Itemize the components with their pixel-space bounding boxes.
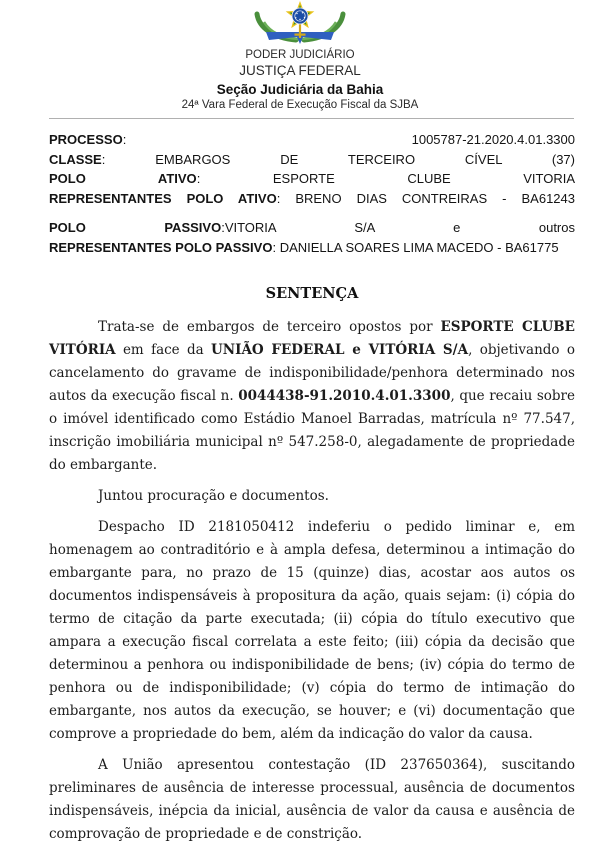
paragraph-text: Trata-se de embargos de terceiro opostos por [98,319,441,335]
header-justica-federal: JUSTIÇA FEDERAL [239,63,361,78]
header-secao-judiciaria: Seção Judiciária da Bahia [216,82,384,97]
case-field-representantes-polo-ativo [49,189,575,209]
header-poder-judiciario: PODER JUDICIÁRIO [245,49,355,61]
paragraph-text: em face da [115,342,212,358]
court-header [0,0,600,112]
case-info-block [49,130,575,257]
case-field-processo [49,130,575,150]
case-field-value: BRENO DIAS CONTREIRAS - BA61243 [295,190,575,206]
document-content [49,130,575,846]
case-field-representantes-polo-passivo [49,238,575,258]
case-field-label: POLO ATIVO [49,171,197,186]
paragraph-2 [49,485,575,508]
case-field-label: POLO PASSIVO [49,220,222,235]
case-field-separator: : [101,151,156,167]
case-field-separator: : [276,190,296,206]
case-info-passive-group [49,218,575,257]
paragraph-4 [49,754,575,846]
case-field-value: DANIELLA SOARES LIMA MACEDO - BA61775 [279,239,559,255]
paragraph-text-bold: 0044438-91.2010.4.01.3300 [238,388,451,404]
paragraph-text-bold: UNIÃO FEDERAL e VITÓRIA S/A [211,342,469,358]
case-field-polo-passivo [49,218,575,238]
case-field-value: VITORIA S/A e outros [224,220,575,235]
document-title: SENTENÇA [265,285,359,302]
case-field-value: EMBARGOS DE TERCEIRO CÍVEL (37) [155,151,575,167]
case-field-label: REPRESENTANTES POLO ATIVO [49,190,277,206]
case-field-classe [49,150,575,170]
case-field-separator: : [221,220,225,235]
case-field-label: PROCESSO [49,132,123,147]
case-field-polo-ativo [49,169,575,189]
paragraph-text: , objetivando o cancelamento do gravame de indisponibilidade/penhora determinado nos autos da execução fiscal n. [49,342,575,404]
coat-of-arms-icon [244,0,356,46]
paragraph-text: , que recaiu sobre o imóvel identificado como Estádio Manoel Barradas, matrícula nº 77.547, inscrição imobiliária municipal nº 547.258-0, alegadamente de propriedade do embargante. [49,388,575,473]
case-field-separator: : [196,171,273,186]
case-field-separator: : [122,132,412,147]
case-field-label: REPRESENTANTES POLO PASSIVO [49,239,273,255]
paragraph-1 [49,316,575,477]
case-field-separator: : [272,239,280,255]
paragraph-text-bold: ESPORTE CLUBE VITÓRIA [49,319,575,358]
header-vara-federal: 24ª Vara Federal de Execução Fiscal da SJBA [181,99,419,111]
paragraph-text: A União apresentou contestação (ID 237650364), suscitando preliminares de ausência de interesse processual, ausência de documentos indispensáveis, inépcia da inicial, ausência de valor da causa e ausência de comprovação de propriedade e de constrição. [49,757,575,842]
case-field-value: ESPORTE CLUBE VITORIA [272,171,576,186]
case-field-label: CLASSE [49,151,102,167]
header-divider [49,118,574,119]
case-field-value: 1005787-21.2020.4.01.3300 [411,132,575,147]
paragraph-text: Despacho ID 2181050412 indeferiu o pedido liminar e, em homenagem ao contraditório e à ampla defesa, determinou a intimação do embargante para, no prazo de 15 (quinze) dias, acostar aos autos os documentos indispensáveis à propositura da ação, quais sejam: (i) cópia do termo de citação da parte executada; (ii) cópia do título executivo que ampara a execução fiscal correlata a este feito; (iii) cópia da decisão que determinou a penhora ou indisponibilidade de bens; (iv) cópia do termo de penhora ou de indisponibilidade; (v) cópia do termo de intimação do embargante, nos autos da execução, se houver; e (vi) documentação que comprove a propriedade do bem, além da indicação do valor da causa. [49,519,575,742]
paragraph-text: Juntou procuração e documentos. [98,488,329,504]
paragraph-3 [49,516,575,746]
